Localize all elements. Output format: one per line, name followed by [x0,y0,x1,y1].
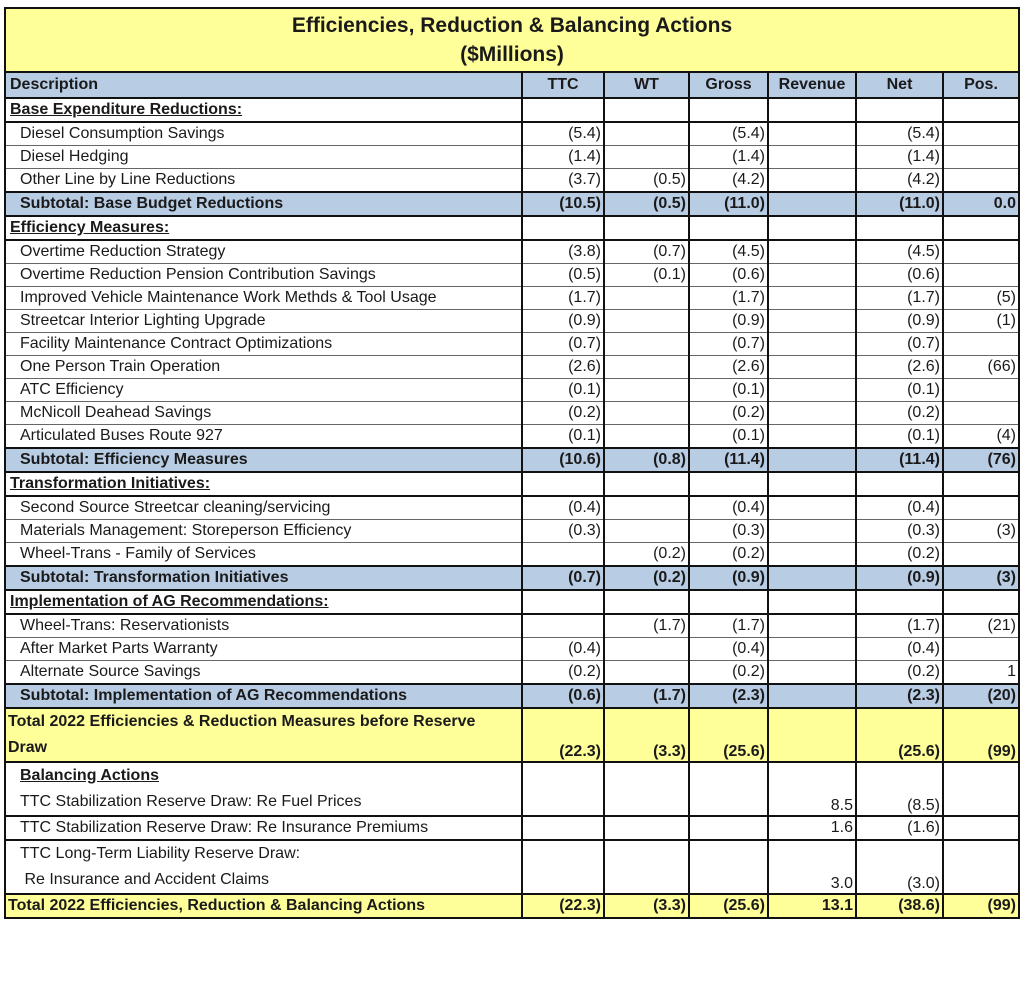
cell-gross: (0.2) [689,402,768,425]
cell-ttc: (0.2) [522,661,604,685]
cell-net: (2.3) [856,684,943,708]
col-header-pos: Pos. [943,72,1019,98]
cell-ttc [522,762,604,816]
row-description: Subtotal: Efficiency Measures [5,448,522,472]
row-description: Facility Maintenance Contract Optimizations [5,333,522,356]
empty-cell [943,590,1019,614]
section-heading-row [5,472,1019,496]
row-description: After Market Parts Warranty [5,638,522,661]
cell-net: (5.4) [856,122,943,146]
cell-wt: (0.8) [604,448,689,472]
cell-ttc [522,816,604,840]
cell-net: (0.4) [856,496,943,520]
empty-cell [943,472,1019,496]
cell-ttc: (0.1) [522,379,604,402]
empty-cell [768,98,856,122]
cell-pos [943,762,1019,816]
cell-net: (4.2) [856,169,943,193]
cell-ttc: (10.6) [522,448,604,472]
cell-wt [604,816,689,840]
row-description: Articulated Buses Route 927 [5,425,522,449]
cell-ttc: (2.6) [522,356,604,379]
table-body [5,98,1019,918]
empty-cell [689,472,768,496]
table-row [5,333,1019,356]
row-description [5,708,522,762]
cell-revenue: 8.5 [768,762,856,816]
cell-pos [943,402,1019,425]
row-description [5,762,522,816]
table-row [5,520,1019,543]
cell-gross: (0.9) [689,566,768,590]
cell-wt [604,333,689,356]
row-description: Subtotal: Implementation of AG Recommendations [5,684,522,708]
table-row [5,169,1019,193]
cell-revenue [768,264,856,287]
cell-revenue [768,661,856,685]
row-description: Subtotal: Transformation Initiatives [5,566,522,590]
cell-revenue: 1.6 [768,816,856,840]
cell-gross: (4.5) [689,240,768,264]
cell-revenue: 3.0 [768,840,856,894]
cell-pos [943,240,1019,264]
cell-net: (0.1) [856,425,943,449]
row-description: Diesel Consumption Savings [5,122,522,146]
cell-revenue [768,684,856,708]
row-description: Subtotal: Base Budget Reductions [5,192,522,216]
table-row [5,310,1019,333]
cell-net: (0.1) [856,379,943,402]
empty-cell [943,216,1019,240]
section-heading: Implementation of AG Recommendations: [5,590,522,614]
cell-net: (4.5) [856,240,943,264]
table-row [5,379,1019,402]
cell-net: (1.7) [856,287,943,310]
header-row [5,72,1019,98]
cell-net: (38.6) [856,894,943,918]
cell-revenue [768,310,856,333]
cell-gross: (1.4) [689,146,768,169]
cell-ttc: (3.7) [522,169,604,193]
cell-revenue [768,402,856,425]
row-description: Wheel-Trans: Reservationists [5,614,522,638]
cell-pos: (3) [943,520,1019,543]
table-row [5,356,1019,379]
cell-revenue [768,333,856,356]
row-description: Diesel Hedging [5,146,522,169]
table-row [5,122,1019,146]
cell-net: (2.6) [856,356,943,379]
cell-net: (25.6) [856,708,943,762]
cell-gross: (0.7) [689,333,768,356]
cell-ttc: (1.7) [522,287,604,310]
cell-ttc: (0.2) [522,402,604,425]
cell-pos [943,496,1019,520]
empty-cell [522,590,604,614]
cell-gross: (0.2) [689,543,768,567]
row-description: ATC Efficiency [5,379,522,402]
empty-cell [522,98,604,122]
subtotal-row [5,684,1019,708]
cell-gross: (0.2) [689,661,768,685]
cell-ttc: (0.4) [522,638,604,661]
cell-pos [943,638,1019,661]
row-description: One Person Train Operation [5,356,522,379]
table-title [5,8,1019,72]
cell-pos: 1 [943,661,1019,685]
cell-gross [689,816,768,840]
empty-cell [522,472,604,496]
desc-line-2: Draw [8,739,48,756]
cell-pos [943,543,1019,567]
cell-net: (0.9) [856,566,943,590]
cell-revenue [768,448,856,472]
cell-gross: (0.4) [689,638,768,661]
cell-ttc: (0.4) [522,496,604,520]
budget-sheet [4,7,1018,919]
title-line-2: ($Millions) [460,43,564,66]
cell-pos: (4) [943,425,1019,449]
cell-net: (0.6) [856,264,943,287]
table-row [5,496,1019,520]
cell-gross: (5.4) [689,122,768,146]
cell-gross [689,840,768,894]
table-row [5,543,1019,567]
row-description: Materials Management: Storeperson Efficiency [5,520,522,543]
cell-revenue [768,566,856,590]
cell-revenue [768,169,856,193]
cell-ttc: (0.7) [522,566,604,590]
cell-net: (0.9) [856,310,943,333]
cell-pos [943,379,1019,402]
desc-line-1: TTC Long-Term Liability Reserve Draw: [20,845,301,862]
cell-revenue: 13.1 [768,894,856,918]
empty-cell [689,216,768,240]
empty-cell [856,216,943,240]
cell-wt [604,496,689,520]
cell-pos: 0.0 [943,192,1019,216]
cell-wt: (0.5) [604,169,689,193]
row-description: Improved Vehicle Maintenance Work Methds & Tool Usage [5,287,522,310]
cell-ttc: (0.3) [522,520,604,543]
cell-ttc [522,614,604,638]
cell-ttc: (0.7) [522,333,604,356]
section-heading-row [5,98,1019,122]
cell-net: (8.5) [856,762,943,816]
cell-pos: (99) [943,894,1019,918]
cell-net: (11.4) [856,448,943,472]
table-row [5,402,1019,425]
row-description: Overtime Reduction Pension Contribution Savings [5,264,522,287]
cell-gross: (1.7) [689,614,768,638]
cell-ttc: (1.4) [522,146,604,169]
cell-pos: (1) [943,310,1019,333]
cell-net: (0.2) [856,661,943,685]
empty-cell [856,98,943,122]
cell-gross: (11.0) [689,192,768,216]
cell-pos [943,169,1019,193]
total-before-reserve-row [5,708,1019,762]
row-description: Other Line by Line Reductions [5,169,522,193]
table-row [5,287,1019,310]
empty-cell [689,98,768,122]
cell-ttc: (22.3) [522,708,604,762]
cell-pos: (20) [943,684,1019,708]
cell-ttc: (0.5) [522,264,604,287]
cell-wt: (0.2) [604,566,689,590]
cell-net: (1.4) [856,146,943,169]
cell-wt: (1.7) [604,614,689,638]
cell-net: (1.6) [856,816,943,840]
empty-cell [943,98,1019,122]
empty-cell [856,590,943,614]
cell-gross: (0.9) [689,310,768,333]
empty-cell [689,590,768,614]
cell-wt [604,122,689,146]
cell-revenue [768,520,856,543]
empty-cell [604,216,689,240]
efficiencies-table [4,7,1020,919]
cell-ttc [522,543,604,567]
cell-pos [943,122,1019,146]
subtotal-row [5,566,1019,590]
cell-wt: (1.7) [604,684,689,708]
table-row [5,240,1019,264]
table-row [5,614,1019,638]
cell-gross: (25.6) [689,894,768,918]
cell-ttc: (3.8) [522,240,604,264]
cell-wt [604,310,689,333]
empty-cell [768,472,856,496]
row-description [5,840,522,894]
cell-revenue [768,192,856,216]
cell-net: (0.4) [856,638,943,661]
cell-wt [604,402,689,425]
cell-pos: (99) [943,708,1019,762]
cell-wt: (0.2) [604,543,689,567]
row-description: Overtime Reduction Strategy [5,240,522,264]
table-row [5,264,1019,287]
table-row [5,816,1019,840]
row-description: Second Source Streetcar cleaning/servicing [5,496,522,520]
cell-wt: (0.1) [604,264,689,287]
cell-gross: (0.1) [689,379,768,402]
cell-revenue [768,287,856,310]
col-header-gross: Gross [689,72,768,98]
row-description: TTC Stabilization Reserve Draw: Re Insurance Premiums [5,816,522,840]
cell-gross: (11.4) [689,448,768,472]
cell-gross: (2.6) [689,356,768,379]
title-line-1: Efficiencies, Reduction & Balancing Actions [291,14,733,37]
subtotal-row [5,448,1019,472]
table-row [5,146,1019,169]
cell-gross: (0.6) [689,264,768,287]
col-header-net: Net [856,72,943,98]
table-row [5,425,1019,449]
cell-wt: (0.5) [604,192,689,216]
row-description: Alternate Source Savings [5,661,522,685]
cell-revenue [768,496,856,520]
cell-wt [604,520,689,543]
cell-ttc: (22.3) [522,894,604,918]
cell-gross: (0.4) [689,496,768,520]
row-description: McNicoll Deahead Savings [5,402,522,425]
cell-net: (0.3) [856,520,943,543]
cell-wt [604,146,689,169]
cell-pos: (5) [943,287,1019,310]
section-heading: Balancing Actions [20,767,159,784]
empty-cell [856,472,943,496]
row-description: Total 2022 Efficiencies, Reduction & Balancing Actions [5,894,522,918]
cell-pos: (3) [943,566,1019,590]
cell-pos [943,264,1019,287]
cell-pos [943,840,1019,894]
cell-revenue [768,708,856,762]
cell-wt: (3.3) [604,894,689,918]
cell-pos [943,146,1019,169]
cell-wt [604,638,689,661]
table-row [5,661,1019,685]
cell-ttc: (0.1) [522,425,604,449]
cell-gross [689,762,768,816]
cell-gross: (4.2) [689,169,768,193]
cell-gross: (1.7) [689,287,768,310]
cell-revenue [768,356,856,379]
cell-wt [604,840,689,894]
section-heading: Transformation Initiatives: [5,472,522,496]
col-header-revenue: Revenue [768,72,856,98]
title-row [5,8,1019,72]
cell-wt: (3.3) [604,708,689,762]
balancing-liability-row [5,840,1019,894]
empty-cell [604,98,689,122]
cell-ttc: (10.5) [522,192,604,216]
desc-line-2: Re Insurance and Accident Claims [20,871,270,888]
cell-gross: (2.3) [689,684,768,708]
empty-cell [604,472,689,496]
empty-cell [768,590,856,614]
cell-revenue [768,146,856,169]
cell-wt [604,356,689,379]
section-heading: Efficiency Measures: [5,216,522,240]
cell-revenue [768,240,856,264]
cell-wt [604,762,689,816]
cell-net: (11.0) [856,192,943,216]
cell-ttc [522,840,604,894]
cell-gross: (0.3) [689,520,768,543]
table-row [5,638,1019,661]
cell-net: (0.2) [856,543,943,567]
cell-pos [943,816,1019,840]
cell-revenue [768,638,856,661]
cell-gross: (25.6) [689,708,768,762]
cell-wt [604,425,689,449]
empty-cell [768,216,856,240]
empty-cell [522,216,604,240]
cell-net: (0.7) [856,333,943,356]
cell-revenue [768,614,856,638]
cell-revenue [768,122,856,146]
cell-net: (1.7) [856,614,943,638]
cell-revenue [768,425,856,449]
cell-pos: (21) [943,614,1019,638]
col-header-wt: WT [604,72,689,98]
cell-wt: (0.7) [604,240,689,264]
subtotal-row [5,192,1019,216]
row-description: Wheel-Trans - Family of Services [5,543,522,567]
section-heading-row [5,590,1019,614]
col-header-description: Description [5,72,522,98]
balancing-fuel-row [5,762,1019,816]
item-description: TTC Stabilization Reserve Draw: Re Fuel Prices [20,793,362,810]
row-description: Streetcar Interior Lighting Upgrade [5,310,522,333]
cell-ttc: (0.6) [522,684,604,708]
empty-cell [604,590,689,614]
section-heading-row [5,216,1019,240]
cell-revenue [768,543,856,567]
cell-ttc: (5.4) [522,122,604,146]
cell-net: (0.2) [856,402,943,425]
cell-gross: (0.1) [689,425,768,449]
desc-line-1: Total 2022 Efficiencies & Reduction Measures before Reserve [8,713,476,730]
col-header-ttc: TTC [522,72,604,98]
cell-pos: (76) [943,448,1019,472]
cell-pos: (66) [943,356,1019,379]
cell-net: (3.0) [856,840,943,894]
cell-wt [604,287,689,310]
cell-pos [943,333,1019,356]
cell-ttc: (0.9) [522,310,604,333]
grand-total-row [5,894,1019,918]
cell-revenue [768,379,856,402]
cell-wt [604,661,689,685]
cell-wt [604,379,689,402]
section-heading: Base Expenditure Reductions: [5,98,522,122]
